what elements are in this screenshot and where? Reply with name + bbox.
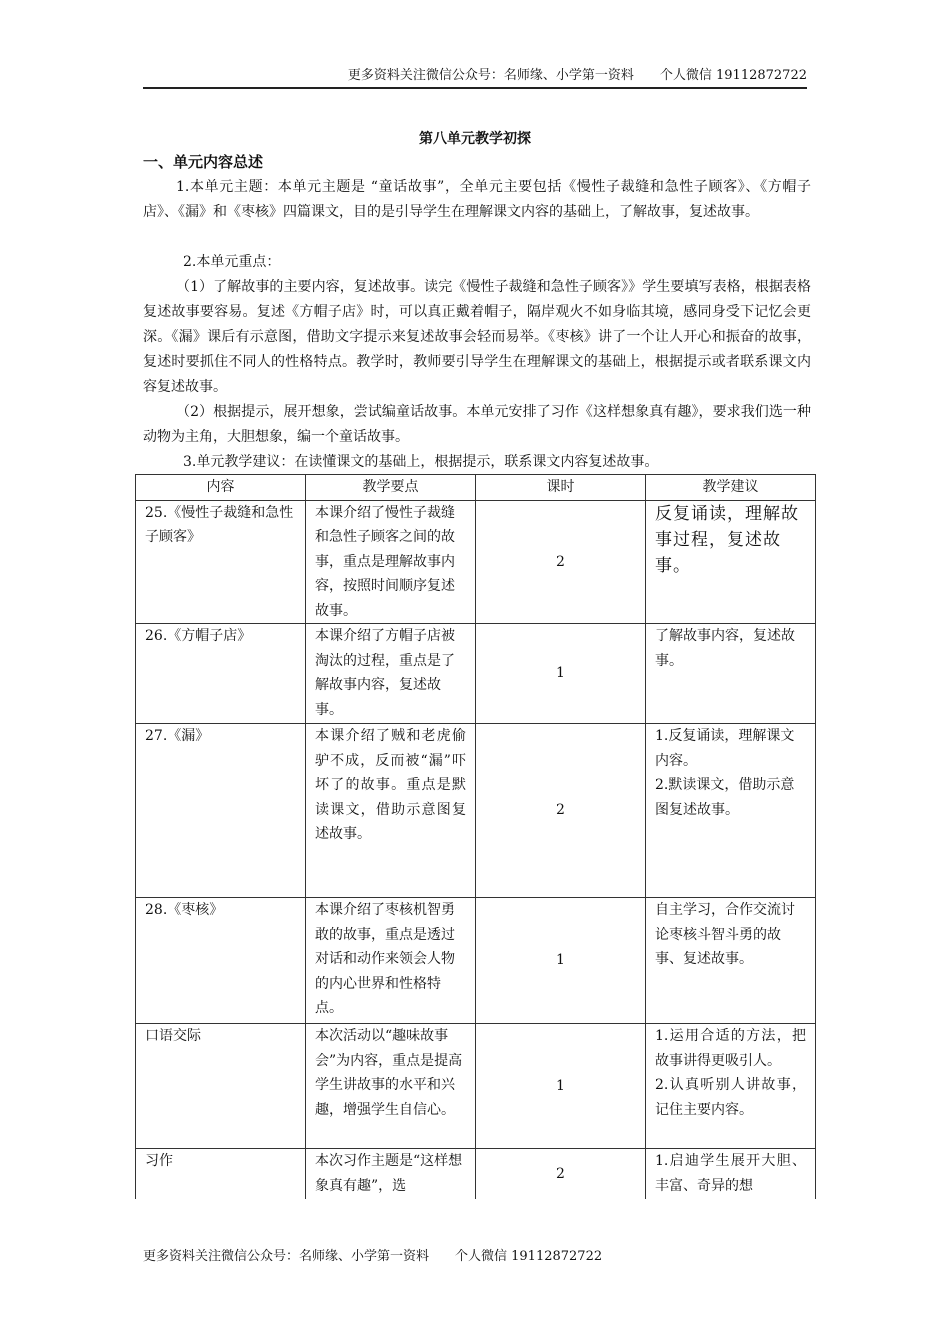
lesson-hours: 1 xyxy=(476,1024,646,1149)
table-row xyxy=(136,624,816,724)
lesson-title: 27.《漏》 xyxy=(136,724,306,898)
paragraph-unit-theme: 1.本单元主题：本单元主题是 “童话故事”，全单元主要包括《慢性子裁缝和急性子顾客》、《方帽子店》、《漏》和《枣核》四篇课文，目的是引导学生在理解课文内容的基础上，了解故事，复述故事。 xyxy=(143,179,811,220)
teaching-points: 本次活动以“趣味故事会”为内容，重点是提高学生讲故事的水平和兴趣，增强学生自信心。 xyxy=(306,1024,476,1149)
lesson-title: 口语交际 xyxy=(136,1024,306,1149)
lesson-hours: 1 xyxy=(476,898,646,1024)
lesson-title: 28.《枣核》 xyxy=(136,898,306,1024)
suggestion-line: 2.认真听别人讲故事，记住主要内容。 xyxy=(655,1077,806,1118)
teaching-suggestion xyxy=(646,724,816,898)
teaching-plan-table xyxy=(135,474,816,1199)
paragraph-focus-2: （2）根据提示，展开想象，尝试编童话故事。本单元安排了习作《这样想象真有趣》，要求我们选一种动物为主角，大胆想象，编一个童话故事。 xyxy=(143,404,811,445)
table-row xyxy=(136,1024,816,1149)
lesson-title: 习作 xyxy=(136,1149,306,1199)
suggestion-line: 反复诵读，理解故事过程，复述故事。 xyxy=(655,503,799,576)
teaching-points: 本次习作主题是“这样想象真有趣”，选 xyxy=(306,1149,476,1199)
column-header-points: 教学要点 xyxy=(306,475,476,501)
suggestion-line: 了解故事内容，复述故事。 xyxy=(655,628,795,669)
table-row xyxy=(136,724,816,898)
teaching-points: 本课介绍了慢性子裁缝和急性子顾客之间的故事，重点是理解故事内容，按照时间顺序复述故事。 xyxy=(306,500,476,624)
teaching-points xyxy=(306,724,476,898)
suggestion-line: 1.反复诵读，理解课文内容。 xyxy=(655,728,795,769)
page-header: 更多资料关注微信公众号：名师缘、小学第一资料 个人微信 19112872722 xyxy=(347,68,807,83)
paragraph-teaching-advice: 3.单元教学建议：在读懂课文的基础上，根据提示，联系课文内容复述故事。 xyxy=(183,454,659,470)
teaching-suggestion xyxy=(646,1149,816,1199)
lesson-hours: 2 xyxy=(476,500,646,624)
lesson-hours: 2 xyxy=(476,1149,646,1199)
teaching-points: 本课介绍了枣核机智勇敢的故事，重点是透过对话和动作来领会人物的内心世界和性格特点。 xyxy=(306,898,476,1024)
teaching-suggestion xyxy=(646,898,816,1024)
teaching-suggestion xyxy=(646,500,816,624)
lesson-title: 25.《慢性子裁缝和急性子顾客》 xyxy=(136,500,306,624)
teaching-suggestion xyxy=(646,624,816,724)
teaching-points-text: 本课介绍了贼和老虎偷驴不成，反而被“漏”吓坏了的故事。重点是默读课文，借助示意图复述故事。 xyxy=(315,728,466,842)
lesson-title: 26.《方帽子店》 xyxy=(136,624,306,724)
suggestion-line: 2.默读课文，借助示意图复述故事。 xyxy=(655,777,795,818)
table-header-row xyxy=(136,475,816,501)
paragraph-unit-focus-heading: 2.本单元重点： xyxy=(183,254,281,270)
column-header-content: 内容 xyxy=(136,475,306,501)
table-row xyxy=(136,898,816,1024)
table-row xyxy=(136,1149,816,1199)
lesson-hours: 2 xyxy=(476,724,646,898)
teaching-points: 本课介绍了方帽子店被淘汰的过程，重点是了解故事内容，复述故事。 xyxy=(306,624,476,724)
lesson-hours: 1 xyxy=(476,624,646,724)
page-title: 第八单元教学初探 xyxy=(419,131,531,147)
suggestion-line: 1.运用合适的方法，把故事讲得更吸引人。 xyxy=(655,1028,806,1069)
section-heading: 一、单元内容总述 xyxy=(143,153,264,171)
suggestion-line: 自主学习，合作交流讨论枣核斗智斗勇的故事、复述故事。 xyxy=(655,902,795,967)
paragraph-focus-1: （1）了解故事的主要内容，复述故事。读完《慢性子裁缝和急性子顾客》》学生要填写表格，根据表格复述故事要容易。复述《方帽子店》时，可以真正戴着帽子，隔岸观火不如身临其境，感同身受下记忆会更深。《漏》课后有示意图，借助文字提示来复述故事会轻而易举。《枣核》讲了一个让人开心和振奋的故事，复述时要抓住不同人的性格特点。教学时，教师要引导学生在理解课文的基础上，根据提示或者联系课文内容复述故事。 xyxy=(143,279,811,395)
header-divider xyxy=(143,87,807,89)
page-footer: 更多资料关注微信公众号：名师缘、小学第一资料 个人微信 19112872722 xyxy=(143,1249,603,1264)
suggestion-line: 1.启迪学生展开大胆、丰富、奇异的想 xyxy=(655,1153,806,1194)
table-row xyxy=(136,500,816,624)
teaching-suggestion xyxy=(646,1024,816,1149)
column-header-suggestions: 教学建议 xyxy=(646,475,816,501)
column-header-hours: 课时 xyxy=(476,475,646,501)
